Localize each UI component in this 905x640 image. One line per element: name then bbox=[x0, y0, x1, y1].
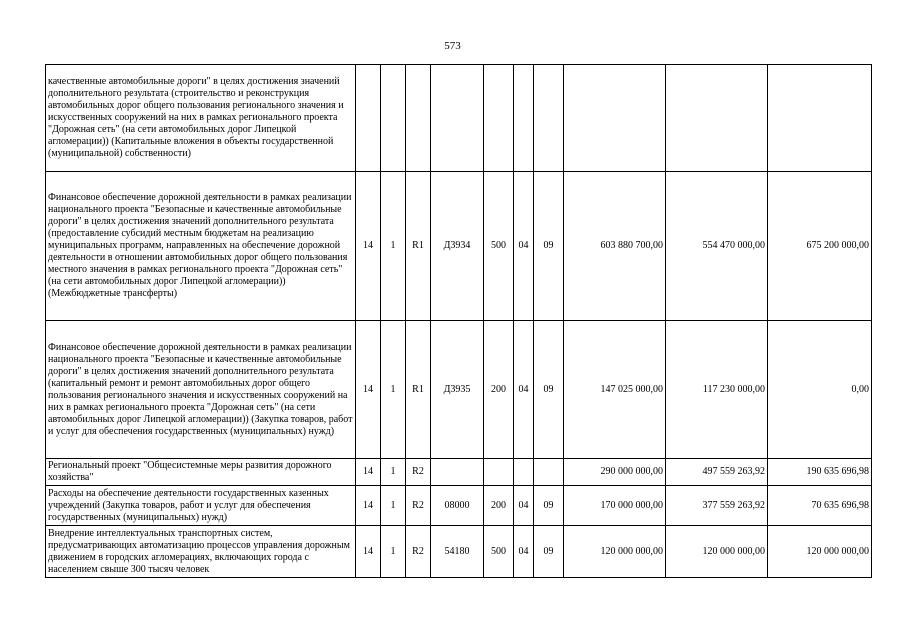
sum-year1-cell: 290 000 000,00 bbox=[564, 459, 666, 486]
pp-cell: 1 bbox=[381, 172, 406, 321]
row-description: Расходы на обеспечение деятельности государственных казенных учреждений (Закупка товаров, работ и услуг для обеспечения государственных (муниципальных) нужд) bbox=[46, 486, 356, 526]
sum-year2-cell: 554 470 000,00 bbox=[666, 172, 768, 321]
table-row bbox=[46, 321, 872, 459]
rz-cell: 04 bbox=[514, 172, 534, 321]
code-cell: 54180 bbox=[431, 526, 484, 578]
pp-cell: 1 bbox=[381, 459, 406, 486]
code-cell: Д3934 bbox=[431, 172, 484, 321]
pr-cell: 09 bbox=[534, 321, 564, 459]
table-row bbox=[46, 486, 872, 526]
sum-year2-cell: 120 000 000,00 bbox=[666, 526, 768, 578]
sum-year3-cell bbox=[768, 65, 872, 172]
sum-year3-cell: 0,00 bbox=[768, 321, 872, 459]
pp-cell: 1 bbox=[381, 486, 406, 526]
code-cell: Д3935 bbox=[431, 321, 484, 459]
pr-cell: 09 bbox=[534, 486, 564, 526]
sum-year2-cell: 377 559 263,92 bbox=[666, 486, 768, 526]
rz-cell bbox=[514, 459, 534, 486]
sum-year1-cell: 120 000 000,00 bbox=[564, 526, 666, 578]
vr-cell: 200 bbox=[484, 321, 514, 459]
vr-cell bbox=[484, 65, 514, 172]
row-description: Финансовое обеспечение дорожной деятельности в рамках реализации национального проекта "Безопасные и качественные автомобильные дороги" в целях достижения значений дополнительного результата (капитальный ремонт и ремонт автомобильных дорог общего пользования регионального значения и искусственных сооружений на них в рамках регионального проекта "Дорожная сеть" (на сети автомобильных дорог Липецкой агломерации)) (Закупка товаров, работ и услуг для обеспечения государственных (муниципальных) нужд) bbox=[46, 321, 356, 459]
vr-cell bbox=[484, 459, 514, 486]
sum-year3-cell: 70 635 696,98 bbox=[768, 486, 872, 526]
code-cell: 08000 bbox=[431, 486, 484, 526]
pp-cell: 1 bbox=[381, 526, 406, 578]
measure-cell: R1 bbox=[406, 321, 431, 459]
sum-year3-cell: 190 635 696,98 bbox=[768, 459, 872, 486]
sum-year3-cell: 675 200 000,00 bbox=[768, 172, 872, 321]
sum-year2-cell bbox=[666, 65, 768, 172]
row-description: качественные автомобильные дороги" в целях достижения значений дополнительного результата (строительство и реконструкция автомобильных дорог общего пользования регионального значения и искусственных сооружений на них в рамках регионального проекта "Дорожная сеть" (на сети автомобильных дорог Липецкой агломерации)) (Капитальные вложения в объекты государственной (муниципальной) собственности) bbox=[46, 65, 356, 172]
code-cell bbox=[431, 65, 484, 172]
rz-cell bbox=[514, 65, 534, 172]
table-row bbox=[46, 526, 872, 578]
sum-year1-cell: 603 880 700,00 bbox=[564, 172, 666, 321]
sum-year1-cell: 147 025 000,00 bbox=[564, 321, 666, 459]
gp-cell bbox=[356, 65, 381, 172]
pp-cell: 1 bbox=[381, 321, 406, 459]
gp-cell: 14 bbox=[356, 486, 381, 526]
sum-year2-cell: 497 559 263,92 bbox=[666, 459, 768, 486]
page-number: 573 bbox=[444, 40, 461, 52]
measure-cell: R1 bbox=[406, 172, 431, 321]
pr-cell bbox=[534, 459, 564, 486]
code-cell bbox=[431, 459, 484, 486]
measure-cell: R2 bbox=[406, 459, 431, 486]
rz-cell: 04 bbox=[514, 486, 534, 526]
gp-cell: 14 bbox=[356, 459, 381, 486]
table-row bbox=[46, 65, 872, 172]
gp-cell: 14 bbox=[356, 321, 381, 459]
row-description: Внедрение интеллектуальных транспортных систем, предусматривающих автоматизацию процессов управления дорожным движением в городских агломерациях, включающих города с населением свыше 300 тысяч человек bbox=[46, 526, 356, 578]
measure-cell bbox=[406, 65, 431, 172]
pr-cell bbox=[534, 65, 564, 172]
rz-cell: 04 bbox=[514, 526, 534, 578]
row-description: Региональный проект "Общесистемные меры развития дорожного хозяйства" bbox=[46, 459, 356, 486]
sum-year2-cell: 117 230 000,00 bbox=[666, 321, 768, 459]
measure-cell: R2 bbox=[406, 486, 431, 526]
vr-cell: 200 bbox=[484, 486, 514, 526]
rz-cell: 04 bbox=[514, 321, 534, 459]
table-row bbox=[46, 459, 872, 486]
sum-year1-cell: 170 000 000,00 bbox=[564, 486, 666, 526]
sum-year1-cell bbox=[564, 65, 666, 172]
budget-table bbox=[45, 64, 872, 578]
measure-cell: R2 bbox=[406, 526, 431, 578]
table-row bbox=[46, 172, 872, 321]
sum-year3-cell: 120 000 000,00 bbox=[768, 526, 872, 578]
pp-cell bbox=[381, 65, 406, 172]
pr-cell: 09 bbox=[534, 172, 564, 321]
pr-cell: 09 bbox=[534, 526, 564, 578]
vr-cell: 500 bbox=[484, 526, 514, 578]
gp-cell: 14 bbox=[356, 172, 381, 321]
gp-cell: 14 bbox=[356, 526, 381, 578]
row-description: Финансовое обеспечение дорожной деятельности в рамках реализации национального проекта "Безопасные и качественные автомобильные дороги" в целях достижения значений дополнительного результата (предоставление субсидий местным бюджетам на реализацию муниципальных программ, направленных на обеспечение дорожной деятельности в отношении автомобильных дорог общего пользования местного значения в рамках регионального проекта "Дорожная сеть" (на сети автомобильных дорог Липецкой агломерации)) (Межбюджетные трансферты) bbox=[46, 172, 356, 321]
vr-cell: 500 bbox=[484, 172, 514, 321]
